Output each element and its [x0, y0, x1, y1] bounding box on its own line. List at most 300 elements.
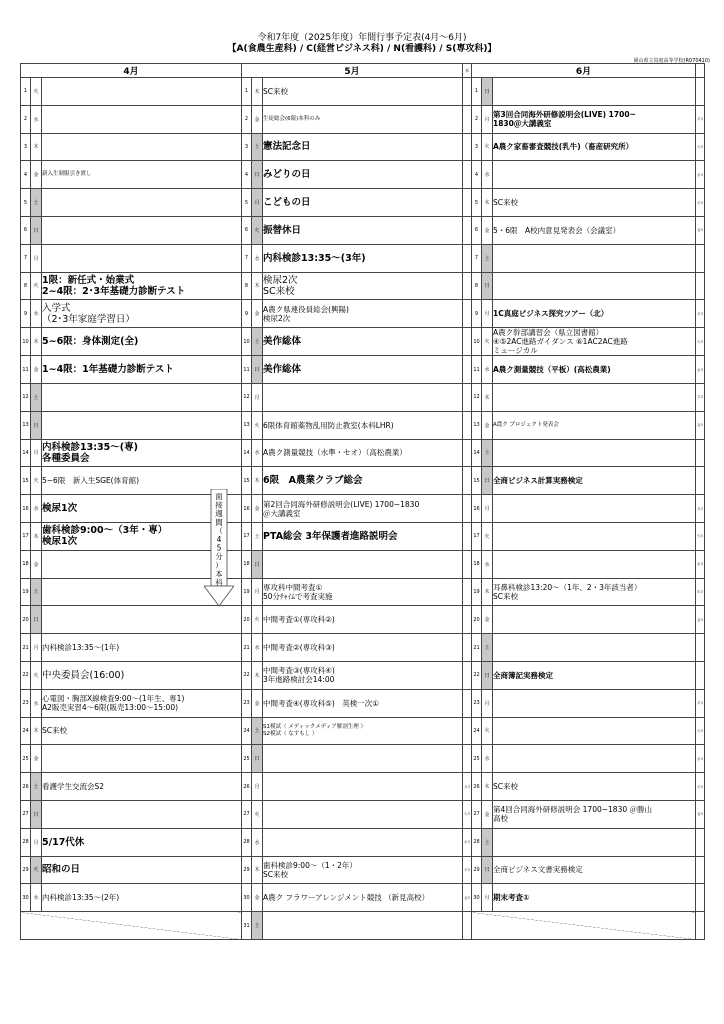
may-weekday: 水: [252, 244, 263, 272]
may-event: SC来校: [263, 78, 463, 106]
may-day-number: 2: [242, 105, 252, 133]
may-day-number: 19: [242, 578, 252, 606]
april-day-number: 15: [21, 467, 31, 495]
june-day-number: 10: [472, 328, 482, 356]
june-day-number: 17: [472, 522, 482, 550]
may-day-number: 22: [242, 661, 252, 689]
may-weekday: 土: [252, 328, 263, 356]
may-day-number: 26: [242, 773, 252, 801]
may-class-mark: [463, 912, 472, 940]
table-row: [21, 161, 705, 189]
april-event: 入学式 （2･3年家庭学習日）: [42, 300, 242, 328]
may-class-mark: [463, 133, 472, 161]
april-day-number: 20: [21, 606, 31, 634]
may-weekday: 金: [252, 884, 263, 912]
april-event: [42, 800, 242, 828]
june-day-number: 14: [472, 439, 482, 467]
april-day-number: 22: [21, 661, 31, 689]
june-weekday: 金: [482, 216, 493, 244]
april-weekday: 土: [31, 189, 42, 217]
may-day-number: 23: [242, 689, 252, 717]
april-weekday: 火: [31, 661, 42, 689]
june-weekday: 水: [482, 356, 493, 384]
april-day-number: 2: [21, 105, 31, 133]
june-weekday: 金: [482, 606, 493, 634]
june-class-mark: [696, 661, 705, 689]
june-weekday: 木: [482, 189, 493, 217]
may-event: [263, 745, 463, 773]
april-blank-cell: [21, 912, 242, 940]
may-class-mark: [463, 745, 472, 773]
april-weekday: 水: [31, 495, 42, 523]
april-day-number: 28: [21, 828, 31, 856]
may-day-number: 13: [242, 411, 252, 439]
june-day-number: 19: [472, 578, 482, 606]
june-day-number: 5: [472, 189, 482, 217]
may-event: PTA総会 3年保護者進路説明会: [263, 522, 463, 550]
table-row: [21, 383, 705, 411]
june-weekday: 土: [482, 634, 493, 662]
may-day-number: 25: [242, 745, 252, 773]
may-event: [263, 773, 463, 801]
may-class-mark: [463, 606, 472, 634]
may-day-number: 14: [242, 439, 252, 467]
table-row: [21, 661, 705, 689]
june-day-number: 1: [472, 78, 482, 106]
may-weekday: 月: [252, 189, 263, 217]
april-day-number: 29: [21, 856, 31, 884]
april-weekday: 木: [31, 328, 42, 356]
may-event: 中間考査①(専攻科②): [263, 606, 463, 634]
april-day-number: 14: [21, 439, 31, 467]
april-weekday: 金: [31, 745, 42, 773]
may-weekday: 火: [252, 800, 263, 828]
may-weekday: 金: [252, 105, 263, 133]
may-weekday: 火: [252, 216, 263, 244]
table-row: [21, 272, 705, 300]
may-event: 第2回合同海外研修説明会(LIVE) 1700~1830 ＠大講義室: [263, 495, 463, 523]
june-class-mark: 金3: [696, 800, 705, 828]
april-day-number: 27: [21, 800, 31, 828]
april-event: 新入生制服引き渡し: [42, 161, 242, 189]
table-row: [21, 606, 705, 634]
may-event: 内科検診13:35～(3年): [263, 244, 463, 272]
april-event: [42, 133, 242, 161]
table-row: [21, 717, 705, 745]
june-class-mark: 月3: [696, 300, 705, 328]
june-class-mark: [696, 439, 705, 467]
june-class-mark: 金3: [696, 411, 705, 439]
table-row: [21, 689, 705, 717]
table-row: [21, 78, 705, 106]
may-day-number: 31: [242, 912, 252, 940]
june-day-number: 24: [472, 717, 482, 745]
may-weekday: 木: [252, 467, 263, 495]
june-weekday: 日: [482, 661, 493, 689]
june-day-number: 2: [472, 105, 482, 133]
june-day-number: 13: [472, 411, 482, 439]
may-day-number: 27: [242, 800, 252, 828]
may-event: [263, 828, 463, 856]
table-row: [21, 634, 705, 662]
june-class-mark: 火3: [696, 717, 705, 745]
may-day-number: 8: [242, 272, 252, 300]
may-weekday: 土: [252, 912, 263, 940]
april-weekday: 月: [31, 828, 42, 856]
june-weekday: 木: [482, 383, 493, 411]
may-weekday: 日: [252, 745, 263, 773]
may-event: 振替休日: [263, 216, 463, 244]
may-day-number: 21: [242, 634, 252, 662]
june-class-mark: 水3: [696, 745, 705, 773]
june-weekday: 土: [482, 828, 493, 856]
may-event: 美作総体: [263, 356, 463, 384]
april-event: 内科検診13:35～(専) 各種委員会: [42, 439, 242, 467]
may-weekday: 月: [252, 773, 263, 801]
april-day-number: 6: [21, 216, 31, 244]
june-day-number: 12: [472, 383, 482, 411]
may-day-number: 6: [242, 216, 252, 244]
may-event: A農ク測量競技（水準・セオ）（高松農業）: [263, 439, 463, 467]
june-class-mark: 水3: [696, 161, 705, 189]
may-class-mark: 火3: [463, 800, 472, 828]
april-day-number: 3: [21, 133, 31, 161]
may-weekday: 水: [252, 439, 263, 467]
june-event: [493, 717, 696, 745]
june-day-number: 20: [472, 606, 482, 634]
may-class-mark: [463, 161, 472, 189]
june-event: 全商ビジネス計算実務検定: [493, 467, 696, 495]
june-class-mark: 木3: [696, 773, 705, 801]
june-event: [493, 606, 696, 634]
april-event: 中央委員会(16:00): [42, 661, 242, 689]
june-day-number: 18: [472, 550, 482, 578]
april-day-number: 16: [21, 495, 31, 523]
april-event: 5~6限 新入生SGE(体育館): [42, 467, 242, 495]
june-event: A農ク測量競技（平板）(高松農業): [493, 356, 696, 384]
june-event: 全商ビジネス文書実務検定: [493, 856, 696, 884]
may-weekday: 土: [252, 717, 263, 745]
june-event: [493, 634, 696, 662]
may-event: 検尿2次 SC来校: [263, 272, 463, 300]
june-day-number: 16: [472, 495, 482, 523]
may-weekday: 木: [252, 272, 263, 300]
may-event: 6限体育館薬物乱用防止教室(本科LHR): [263, 411, 463, 439]
may-day-number: 4: [242, 161, 252, 189]
may-weekday: 水: [252, 828, 263, 856]
may-event: [263, 383, 463, 411]
june-event: A農ク プロジェクト発表会: [493, 411, 696, 439]
april-weekday: 木: [31, 133, 42, 161]
april-day-number: 19: [21, 578, 31, 606]
june-class-mark: [696, 467, 705, 495]
may-day-number: 28: [242, 828, 252, 856]
april-weekday: 火: [31, 856, 42, 884]
april-event: 内科検診13:35～(2年): [42, 884, 242, 912]
june-day-number: 30: [472, 884, 482, 912]
april-event: [42, 189, 242, 217]
may-class-mark: [463, 661, 472, 689]
april-header: 4月: [21, 64, 242, 78]
may-day-number: 1: [242, 78, 252, 106]
april-weekday: 水: [31, 105, 42, 133]
june-event: [493, 745, 696, 773]
june-day-number: 23: [472, 689, 482, 717]
may-weekday: 月: [252, 383, 263, 411]
table-row: [21, 550, 705, 578]
june-class-mark: 木3: [696, 383, 705, 411]
june-weekday: 日: [482, 467, 493, 495]
table-row: [21, 439, 705, 467]
may-event: こどもの日: [263, 189, 463, 217]
june-class-mark: [696, 634, 705, 662]
may-weekday: 木: [252, 856, 263, 884]
june-day-number: 4: [472, 161, 482, 189]
april-day-number: 5: [21, 189, 31, 217]
april-day-number: 12: [21, 383, 31, 411]
may-class-mark: [463, 300, 472, 328]
table-row: [21, 884, 705, 912]
june-day-number: 21: [472, 634, 482, 662]
april-event: [42, 216, 242, 244]
april-event: 1~4限：1年基礎力診断テスト: [42, 356, 242, 384]
april-day-number: 23: [21, 689, 31, 717]
june-class-mark: 木3: [696, 189, 705, 217]
school-name: 岡山県立真庭高等学校(R070410): [633, 58, 710, 64]
june-class-mark: 火3: [696, 522, 705, 550]
june-event: [493, 439, 696, 467]
april-event: 検尿1次: [42, 495, 242, 523]
june-class-mark: [696, 828, 705, 856]
may-event: [263, 800, 463, 828]
june-event: 期末考査①: [493, 884, 696, 912]
may-event: 専攻科中間考査① 50分ﾁｬｲﾑで考査実施: [263, 578, 463, 606]
june-note-header: [696, 64, 705, 78]
may-class-mark: [463, 216, 472, 244]
may-weekday: 金: [252, 495, 263, 523]
april-day-number: 17: [21, 522, 31, 550]
june-weekday: 土: [482, 439, 493, 467]
subtitle-line: 【A(食農生産科) / C(経営ビジネス科) / N(看護科) / S(専攻科)】: [227, 44, 497, 54]
may-class-mark: 月3: [463, 773, 472, 801]
april-weekday: 水: [31, 300, 42, 328]
june-event: A農ク幹部講習会（県立図書館） ④⑤2AC進路ガイダンス ⑥1AC2AC進路 ミュージカル: [493, 328, 696, 356]
may-weekday: 日: [252, 161, 263, 189]
june-day-number: 26: [472, 773, 482, 801]
interview-week-arrow: [204, 489, 234, 607]
april-day-number: 4: [21, 161, 31, 189]
may-weekday: 土: [252, 133, 263, 161]
june-event: [493, 550, 696, 578]
april-day-number: 1: [21, 78, 31, 106]
june-day-number: 29: [472, 856, 482, 884]
april-weekday: 金: [31, 550, 42, 578]
may-day-number: 29: [242, 856, 252, 884]
schedule-table: [20, 63, 705, 940]
june-weekday: 月: [482, 105, 493, 133]
april-day-number: 13: [21, 411, 31, 439]
may-day-number: 16: [242, 495, 252, 523]
june-weekday: 火: [482, 522, 493, 550]
may-day-number: 9: [242, 300, 252, 328]
april-event: SC来校: [42, 717, 242, 745]
june-event: SC来校: [493, 189, 696, 217]
june-day-number: 3: [472, 133, 482, 161]
april-event: [42, 244, 242, 272]
may-event: [263, 550, 463, 578]
may-weekday: 木: [252, 78, 263, 106]
june-event: [493, 689, 696, 717]
june-weekday: 木: [482, 578, 493, 606]
june-class-mark: 月3: [696, 105, 705, 133]
may-event: S1模試（ メディックメディア解剖生理 ） S2模試（ なすもし ）: [263, 717, 463, 745]
june-class-mark: 水3: [696, 550, 705, 578]
may-class-mark: [463, 383, 472, 411]
april-weekday: 火: [31, 467, 42, 495]
table-row: [21, 912, 705, 940]
june-event: 全商簿記実務検定: [493, 661, 696, 689]
june-event: [493, 244, 696, 272]
april-event: 5/17代休: [42, 828, 242, 856]
april-day-number: 26: [21, 773, 31, 801]
june-class-mark: [696, 78, 705, 106]
april-weekday: 木: [31, 522, 42, 550]
april-weekday: 月: [31, 244, 42, 272]
april-day-number: 30: [21, 884, 31, 912]
june-event: SC来校: [493, 773, 696, 801]
june-event: 耳鼻科検診13:20～（1年、2・3年該当者） SC来校: [493, 578, 696, 606]
table-row: [21, 578, 705, 606]
may-class-mark: [463, 244, 472, 272]
june-day-number: 22: [472, 661, 482, 689]
may-event: 中間考査③(専攻科④) 3年進路検討会14:00: [263, 661, 463, 689]
june-class-mark: [696, 912, 705, 940]
april-day-number: 10: [21, 328, 31, 356]
table-row: [21, 216, 705, 244]
june-class-mark: 金3: [696, 606, 705, 634]
june-event: [493, 828, 696, 856]
table-row: [21, 745, 705, 773]
may-class-mark: [463, 578, 472, 606]
may-day-number: 5: [242, 189, 252, 217]
june-weekday: 水: [482, 550, 493, 578]
june-class-mark: 月3: [696, 689, 705, 717]
may-class-mark: 金3: [463, 884, 472, 912]
may-day-number: 17: [242, 522, 252, 550]
may-weekday: 水: [252, 634, 263, 662]
april-weekday: 水: [31, 689, 42, 717]
april-event: 歯科検診9:00～（3年・専） 検尿1次: [42, 522, 242, 550]
april-event: 1限：新任式・始業式 2~4限：2･3年基礎力診断テスト: [42, 272, 242, 300]
june-weekday: 金: [482, 800, 493, 828]
document-title: [0, 33, 724, 55]
june-weekday: 月: [482, 884, 493, 912]
april-event: [42, 105, 242, 133]
may-header: 5月: [242, 64, 463, 78]
april-weekday: 日: [31, 800, 42, 828]
interview-week-label: 面接週間（ 4 5 分）本科: [215, 492, 223, 587]
may-class-mark: [463, 78, 472, 106]
june-day-number: 9: [472, 300, 482, 328]
june-event: [493, 495, 696, 523]
may-class-mark: [463, 522, 472, 550]
may-weekday: 金: [252, 300, 263, 328]
table-row: [21, 328, 705, 356]
april-day-number: 9: [21, 300, 31, 328]
may-event: 中間考査④(専攻科⑤) 英検一次①: [263, 689, 463, 717]
june-weekday: 日: [482, 272, 493, 300]
april-day-number: 8: [21, 272, 31, 300]
june-header: 6月: [472, 64, 696, 78]
may-class-mark: [463, 634, 472, 662]
june-day-number: 7: [472, 244, 482, 272]
june-class-mark: [696, 272, 705, 300]
june-class-mark: [696, 884, 705, 912]
june-event: 第4回合同海外研修説明会 1700~1830 ＠勝山 高校: [493, 800, 696, 828]
may-event: みどりの日: [263, 161, 463, 189]
may-day-number: 30: [242, 884, 252, 912]
june-day-number: 25: [472, 745, 482, 773]
table-row: [21, 300, 705, 328]
april-weekday: 火: [31, 272, 42, 300]
april-day-number: 25: [21, 745, 31, 773]
may-weekday: 火: [252, 411, 263, 439]
june-day-number: 6: [472, 216, 482, 244]
june-weekday: 水: [482, 745, 493, 773]
may-event: 美作総体: [263, 328, 463, 356]
april-event: [42, 606, 242, 634]
june-weekday: 日: [482, 78, 493, 106]
title-line: 令和7年度（2025年度）年間行事予定表(4月～6月): [257, 33, 467, 43]
june-class-mark: 木3: [696, 578, 705, 606]
table-row: [21, 189, 705, 217]
june-weekday: 火: [482, 328, 493, 356]
may-event: [263, 912, 463, 940]
table-row: [21, 773, 705, 801]
april-day-number: 11: [21, 356, 31, 384]
april-day-number: 24: [21, 717, 31, 745]
june-event: [493, 161, 696, 189]
table-row: [21, 856, 705, 884]
april-event: 5~6限：身体測定(全): [42, 328, 242, 356]
may-note-header: 米: [463, 64, 472, 78]
april-weekday: 月: [31, 439, 42, 467]
june-day-number: 27: [472, 800, 482, 828]
april-event: 内科検診13:35～(1年): [42, 634, 242, 662]
may-weekday: 金: [252, 689, 263, 717]
may-event: 中間考査②(専攻科③): [263, 634, 463, 662]
may-day-number: 3: [242, 133, 252, 161]
may-class-mark: 木3: [463, 856, 472, 884]
june-day-number: 28: [472, 828, 482, 856]
june-class-mark: 火3: [696, 328, 705, 356]
april-weekday: 土: [31, 773, 42, 801]
april-event: 昭和の日: [42, 856, 242, 884]
june-event: [493, 272, 696, 300]
june-weekday: 月: [482, 495, 493, 523]
april-weekday: 火: [31, 78, 42, 106]
april-event: [42, 745, 242, 773]
table-row: [21, 105, 705, 133]
may-class-mark: [463, 105, 472, 133]
may-class-mark: [463, 439, 472, 467]
may-event: 生徒総会(6限)本科のみ: [263, 105, 463, 133]
april-day-number: 7: [21, 244, 31, 272]
june-day-number: 15: [472, 467, 482, 495]
may-class-mark: [463, 467, 472, 495]
june-class-mark: 水3: [696, 356, 705, 384]
may-event: 歯科検診9:00～（1・2年） SC来校: [263, 856, 463, 884]
